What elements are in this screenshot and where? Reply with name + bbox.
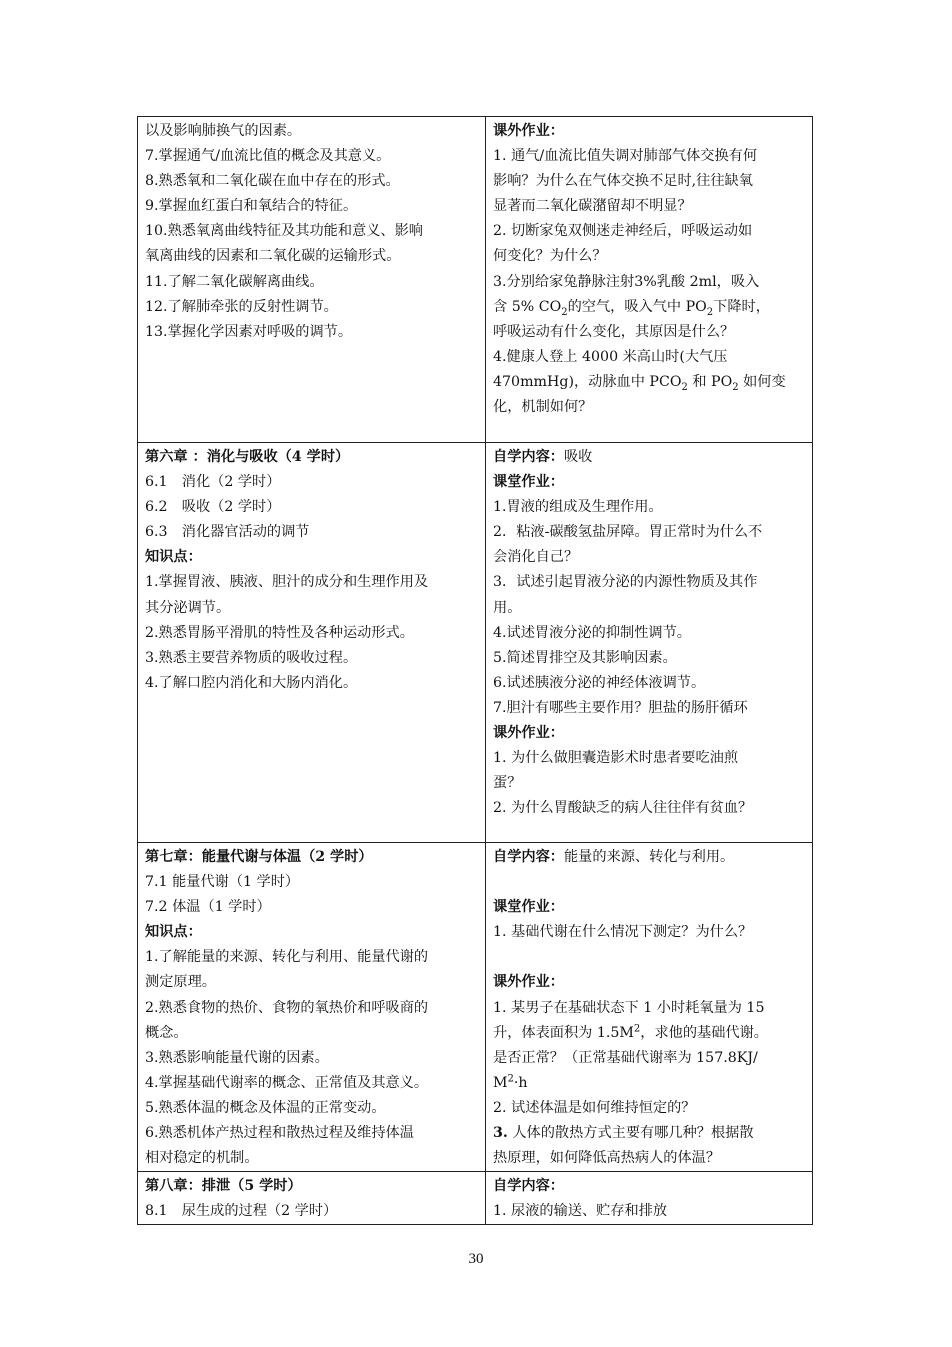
- list-item: 3.熟悉主要营养物质的吸收过程。: [145, 649, 358, 666]
- homework-heading: 课外作业：: [493, 974, 564, 991]
- text-run: ，求他的基础代谢。: [640, 1024, 768, 1041]
- list-item: 3.熟悉影响能量代谢的因素。: [145, 1049, 329, 1066]
- text-run: 含 5% CO: [493, 298, 562, 315]
- cell-chapter7-assignments: [486, 843, 813, 1172]
- list-item: 1.了解能量的来源、转化与利用、能量代谢的: [145, 949, 429, 966]
- list-item: 6.试述胰液分泌的神经体液调节。: [493, 674, 706, 691]
- list-item: 概念。: [145, 1024, 188, 1041]
- text-run: M: [493, 1074, 508, 1091]
- self-study-heading: 自学内容：: [493, 1178, 564, 1195]
- cell-chapter6-assignments: [486, 443, 813, 843]
- section-item: 6.3 消化器官活动的调节: [145, 524, 310, 541]
- list-item: 测定原理。: [145, 974, 216, 991]
- list-item: 1.胃液的组成及生理作用。: [493, 499, 663, 516]
- list-item: [493, 1021, 805, 1046]
- cell-chapter7-outline: [138, 843, 486, 1172]
- superscript: 2: [633, 1022, 641, 1034]
- section-item: 6.2 吸收（2 学时）: [145, 499, 281, 516]
- text-run: 下降时，: [713, 298, 770, 315]
- subscript: 2: [561, 306, 568, 318]
- list-item: 2.熟悉食物的热价、食物的氧热价和呼吸商的: [145, 999, 429, 1016]
- list-item: 2.熟悉胃肠平滑肌的特性及各种运动形式。: [145, 624, 414, 641]
- class-work-heading: 课堂作业：: [493, 474, 564, 491]
- list-item: 3．试述引起胃液分泌的内源性物质及其作: [493, 574, 758, 591]
- list-item: 12.了解肺牵张的反射性调节。: [145, 298, 338, 315]
- list-item: 8.熟悉氧和二氧化碳在血中存在的形式。: [145, 173, 400, 190]
- cell-chapter8-assignments: [486, 1172, 813, 1225]
- cell-homework-chapter5: [486, 117, 813, 443]
- cell-chapter8-outline: [138, 1172, 486, 1225]
- list-item: 何变化？为什么？: [493, 248, 607, 265]
- list-item: 1. 通气/血流比值失调对肺部气体交换有何: [493, 148, 758, 165]
- text-run: 吸收: [563, 449, 593, 465]
- superscript: 2: [507, 1073, 514, 1085]
- text-run: 的空气，吸入气中 PO: [567, 298, 707, 315]
- list-item: 2. 为什么胃酸缺乏的病人往往伴有贫血？: [493, 800, 753, 817]
- list-item: 显著而二氧化碳潴留却不明显？: [493, 198, 692, 215]
- list-item: 4.试述胃液分泌的抑制性调节。: [493, 624, 691, 641]
- list-item: 4.健康人登上 4000 米高山时(大气压: [493, 348, 728, 365]
- text-run: 470mmHg)，动脉血中 PCO: [493, 373, 682, 390]
- table-row: [138, 1172, 813, 1225]
- self-study-heading: 自学内容：: [493, 849, 564, 865]
- list-item: 1. 为什么做胆囊造影术时患者要吃油煎: [493, 750, 739, 767]
- cell-chapter6-outline: [138, 443, 486, 843]
- list-item: 用。: [493, 599, 522, 616]
- list-item: 影响？为什么在气体交换不足时,往往缺氧: [493, 173, 753, 190]
- list-item: 会消化自己？: [493, 549, 579, 566]
- subscript: 2: [681, 381, 688, 393]
- class-work-heading: 课堂作业：: [493, 899, 564, 916]
- knowledge-heading: 知识点：: [145, 549, 202, 566]
- text-run: 和 PO: [687, 373, 733, 390]
- list-item: 10.熟悉氧离曲线特征及其功能和意义、影响: [145, 223, 423, 240]
- list-item: 6.熟悉机体产热过程和散热过程及维持体温: [145, 1125, 414, 1142]
- list-item: 2. 试述体温是如何维持恒定的？: [493, 1099, 696, 1116]
- list-item: [493, 295, 805, 320]
- item-number: 3.: [493, 1125, 508, 1142]
- self-study-line: [493, 845, 805, 870]
- list-item: [493, 1121, 805, 1146]
- list-item: 13.掌握化学因素对呼吸的调节。: [145, 323, 353, 340]
- section-item: 7.2 体温（1 学时）: [145, 899, 271, 916]
- cell-objectives-chapter5: [138, 117, 486, 443]
- list-item: 呼吸运动有什么变化，其原因是什么？: [493, 323, 735, 340]
- table-row: [138, 443, 813, 843]
- list-item: 化，机制如何？: [493, 399, 593, 416]
- chapter-title: 第七章：能量代谢与体温（2 学时）: [145, 849, 373, 865]
- table-row: [138, 117, 813, 443]
- section-item: 8.1 尿生成的过程（2 学时）: [145, 1203, 338, 1220]
- list-item: 5.简述胃排空及其影响因素。: [493, 649, 677, 666]
- list-item: 7.掌握通气/血流比值的概念及其意义。: [145, 148, 391, 165]
- list-item: 4.掌握基础代谢率的概念、正常值及其意义。: [145, 1074, 429, 1091]
- knowledge-heading: 知识点：: [145, 924, 202, 941]
- list-item: 1.掌握胃液、胰液、胆汁的成分和生理作用及: [145, 574, 429, 591]
- list-item: 2．粘液-碳酸氢盐屏障。胃正常时为什么不: [493, 524, 763, 541]
- subscript: 2: [706, 306, 714, 318]
- list-item: 相对稳定的机制。: [145, 1150, 259, 1167]
- self-study-heading: 自学内容：: [493, 449, 564, 465]
- text-run: 如何变: [738, 373, 786, 390]
- text-run: 能量的来源、转化与利用。: [563, 849, 735, 865]
- page-number: 30: [468, 1251, 484, 1267]
- text-run: 人体的散热方式主要有哪几种？根据散: [507, 1125, 754, 1142]
- list-item: 1. 某男子在基础状态下 1 小时耗氧量为 15: [493, 999, 765, 1016]
- list-item: 7.胆汁有哪些主要作用？胆盐的肠肝循环: [493, 699, 748, 716]
- list-item: 以及影响肺换气的因素。: [145, 123, 302, 139]
- list-item: 2. 切断家兔双侧迷走神经后，呼吸运动如: [493, 223, 753, 240]
- table-row: [138, 843, 813, 1172]
- section-item: 6.1 消化（2 学时）: [145, 474, 281, 491]
- list-item: 9.掌握血红蛋白和氧结合的特征。: [145, 198, 358, 215]
- text-run: ·h: [513, 1074, 528, 1091]
- chapter-title: 第八章：排泄（5 学时）: [145, 1178, 302, 1195]
- list-item: 是否正常？（正常基础代谢率为 157.8KJ/: [493, 1049, 758, 1066]
- self-study-line: [493, 445, 805, 470]
- chapter-title: 第六章 ：消化与吸收（4 学时）: [145, 449, 350, 465]
- section-item: 7.1 能量代谢（1 学时）: [145, 874, 300, 891]
- blank-line: [493, 870, 805, 895]
- list-item: 其分泌调节。: [145, 599, 231, 616]
- list-item: [493, 1071, 805, 1096]
- list-item: 4.了解口腔内消化和大肠内消化。: [145, 674, 358, 691]
- list-item: 5.熟悉体温的概念及体温的正常变动。: [145, 1099, 386, 1116]
- list-item: 3.分别给家兔静脉注射3%乳酸 2ml，吸入: [493, 273, 760, 290]
- syllabus-table: [137, 116, 813, 1225]
- homework-heading: 课外作业：: [493, 725, 564, 742]
- text-run: 升，体表面积为 1.5M: [493, 1024, 634, 1041]
- list-item: 氧离曲线的因素和二氧化碳的运输形式。: [145, 248, 401, 265]
- list-item: 热原理，如何降低高热病人的体温？: [493, 1150, 721, 1167]
- list-item: 1. 基础代谢在什么情况下测定？为什么？: [493, 924, 753, 941]
- list-item: 蛋？: [493, 775, 522, 792]
- blank-line: [493, 945, 805, 970]
- subscript: 2: [732, 381, 739, 393]
- homework-heading: 课外作业：: [493, 123, 564, 139]
- list-item: [493, 370, 805, 395]
- list-item: 11.了解二氧化碳解离曲线。: [145, 273, 324, 290]
- list-item: 1. 尿液的输送、贮存和排放: [493, 1203, 668, 1220]
